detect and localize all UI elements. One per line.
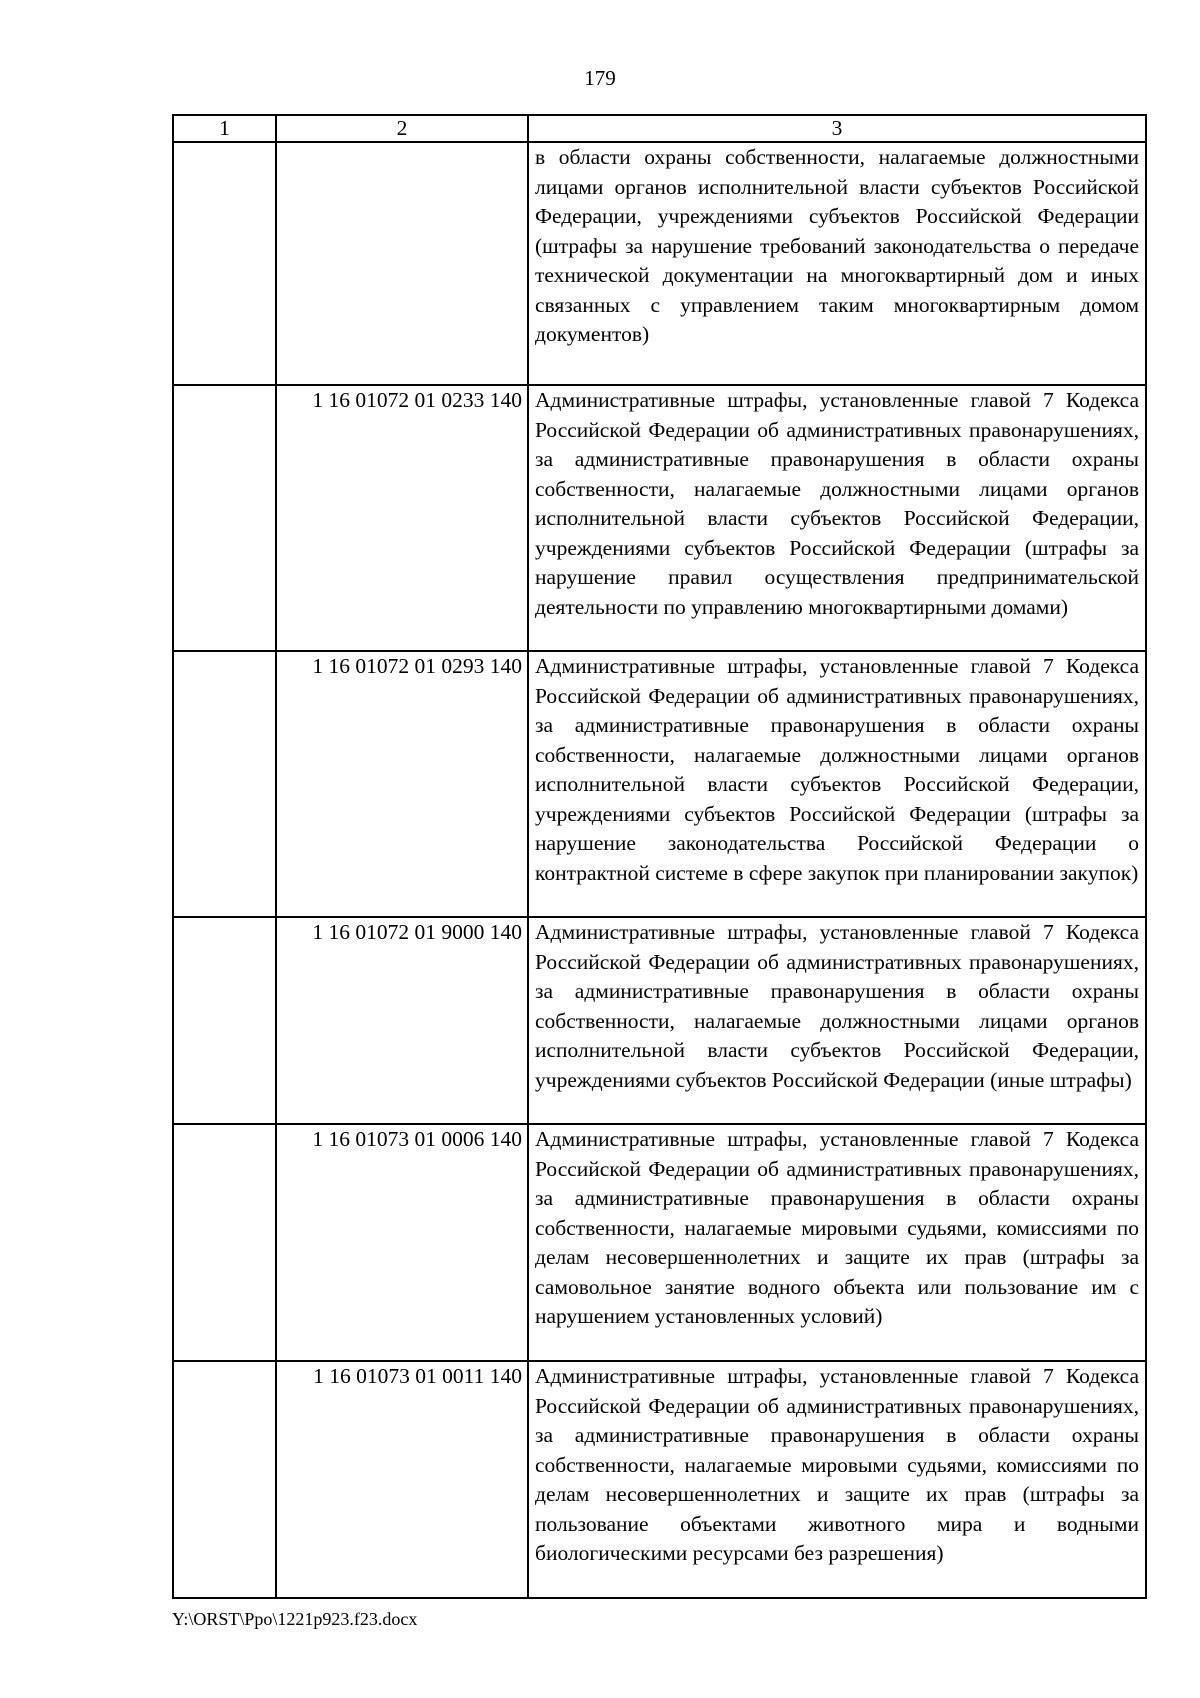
budget-code-cell: 1 16 01073 01 0011 140 [276, 1361, 528, 1598]
column-header-3: 3 [528, 115, 1146, 142]
description-cell: Административные штрафы, установленные главой 7 Кодекса Российской Федерации об административных правонарушениях, за административные правонарушения в области охраны собственности, налагаемые мировыми судьями, комиссиями по делам несовершеннолетних и защите их прав (штрафы за пользование объектами животного мира и водными биологическими ресурсами без разрешения) [528, 1361, 1146, 1598]
column-header-1: 1 [173, 115, 276, 142]
description-cell: Административные штрафы, установленные главой 7 Кодекса Российской Федерации об административных правонарушениях, за административные правонарушения в области охраны собственности, налагаемые должностными лицами органов исполнительной власти субъектов Российской Федерации, учреждениями субъектов Российской Федерации (иные штрафы) [528, 917, 1146, 1124]
description-cell: Административные штрафы, установленные главой 7 Кодекса Российской Федерации об административных правонарушениях, за административные правонарушения в области охраны собственности, налагаемые должностными лицами органов исполнительной власти субъектов Российской Федерации, учреждениями субъектов Российской Федерации (штрафы за нарушение законодательства Российской Федерации о контрактной системе в сфере закупок при планировании закупок) [528, 651, 1146, 917]
row-col1-cell [173, 917, 276, 1124]
page-number: 179 [584, 66, 616, 90]
table-row [173, 385, 1146, 651]
budget-code-cell: 1 16 01073 01 0006 140 [276, 1124, 528, 1361]
column-header-2: 2 [276, 115, 528, 142]
row-col1-cell [173, 1361, 276, 1598]
row-col1-cell [173, 142, 276, 385]
row-col1-cell [173, 1124, 276, 1361]
budget-code-cell: 1 16 01072 01 0293 140 [276, 651, 528, 917]
description-cell: Административные штрафы, установленные главой 7 Кодекса Российской Федерации об административных правонарушениях, за административные правонарушения в области охраны собственности, налагаемые должностными лицами органов исполнительной власти субъектов Российской Федерации, учреждениями субъектов Российской Федерации (штрафы за нарушение правил осуществления предпринимательской деятельности по управлению многоквартирными домами) [528, 385, 1146, 651]
table-row [173, 1124, 1146, 1361]
table-row [173, 1361, 1146, 1598]
table-row [173, 917, 1146, 1124]
row-col1-cell [173, 385, 276, 651]
table-row [173, 142, 1146, 385]
budget-code-cell: 1 16 01072 01 9000 140 [276, 917, 528, 1124]
budget-code-cell [276, 142, 528, 385]
table-row [173, 651, 1146, 917]
budget-code-cell: 1 16 01072 01 0233 140 [276, 385, 528, 651]
table-header-row [173, 115, 1146, 142]
budget-code-table [172, 114, 1147, 1599]
description-cell: Административные штрафы, установленные главой 7 Кодекса Российской Федерации об административных правонарушениях, за административные правонарушения в области охраны собственности, налагаемые мировыми судьями, комиссиями по делам несовершеннолетних и защите их прав (штрафы за самовольное занятие водного объекта или пользование им с нарушением установленных условий) [528, 1124, 1146, 1361]
file-path-footer: Y:\ORST\Ppo\1221p923.f23.docx [172, 1609, 418, 1629]
row-col1-cell [173, 651, 276, 917]
description-cell: в области охраны собственности, налагаемые должностными лицами органов исполнительной власти субъектов Российской Федерации, учреждениями субъектов Российской Федерации (штрафы за нарушение требований законодательства о передаче технической документации на многоквартирный дом и иных связанных с управлением таким многоквартирным домом документов) [528, 142, 1146, 385]
